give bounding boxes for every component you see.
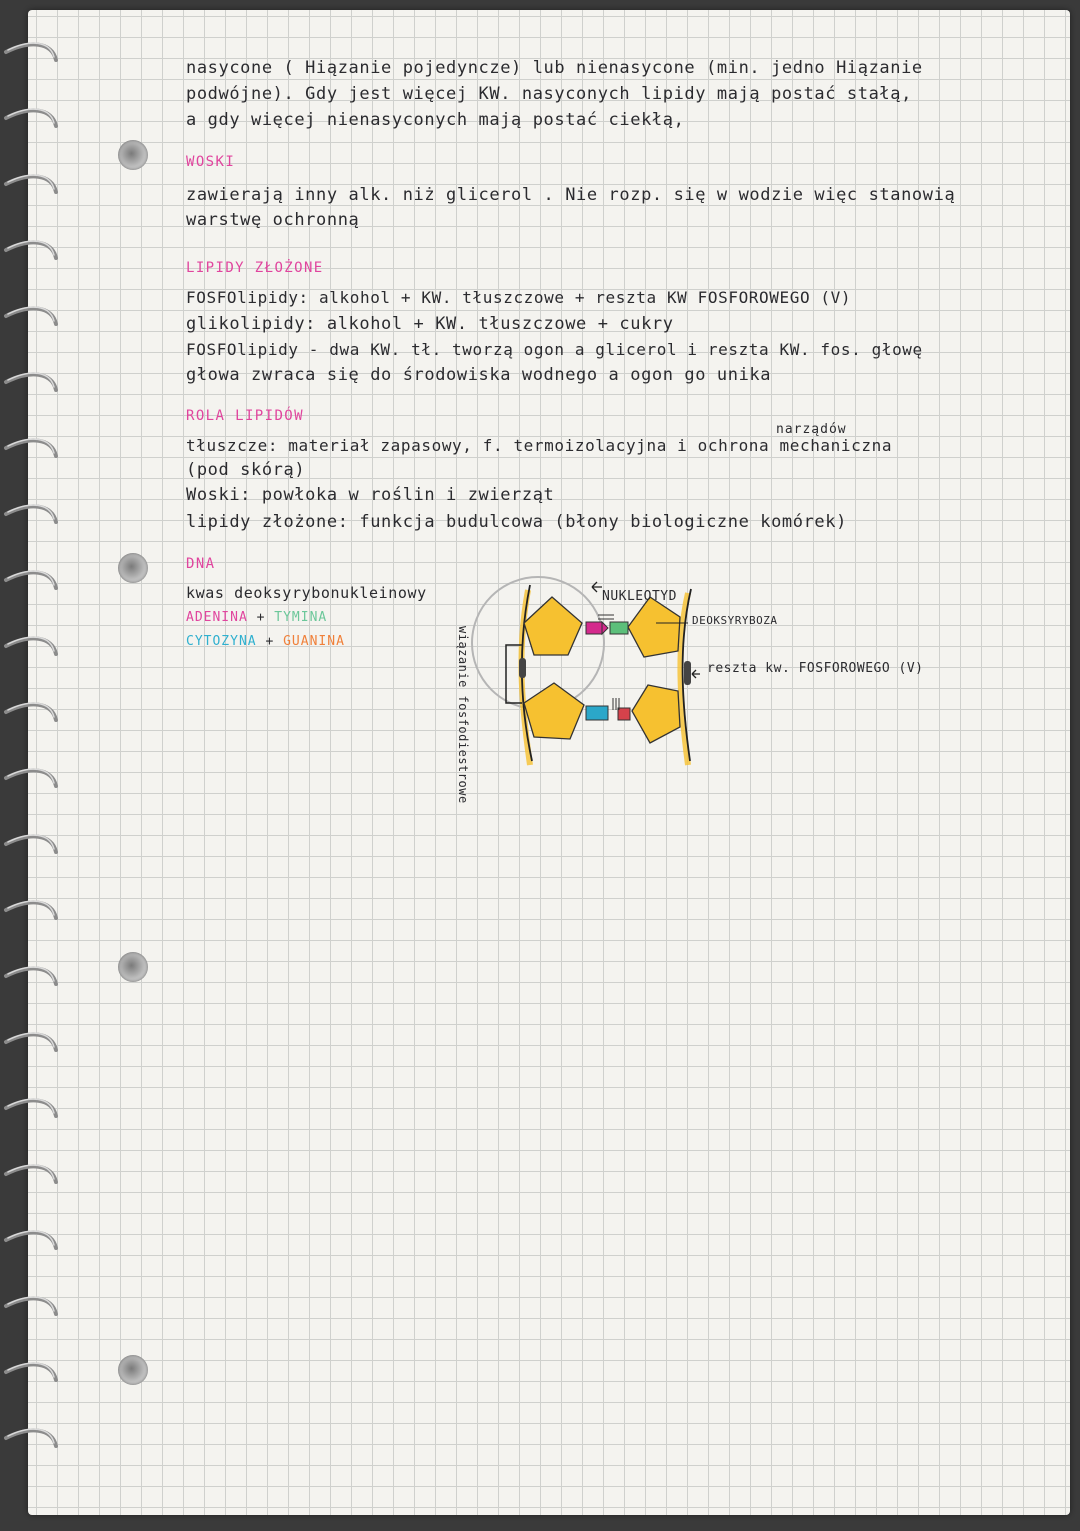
- text-line: warstwę ochronną: [186, 210, 360, 230]
- thymine-base: [610, 622, 628, 634]
- deoxyribose-pentagon: [628, 597, 680, 657]
- spiral-rings: [0, 0, 70, 1527]
- punch-hole: [118, 952, 148, 982]
- text-line: zawierają inny alk. niż glicerol . Nie rozp. się w wodzie więc stanowią: [186, 185, 956, 205]
- dna-diagram: [470, 565, 940, 800]
- text-line: (pod skórą): [186, 460, 306, 480]
- phosphate-group: [519, 658, 526, 678]
- plus-sign: +: [265, 634, 275, 649]
- text-line: podwójne). Gdy jest więcej KW. nasyconych lipidy mają postać stałą,: [186, 84, 912, 104]
- punch-hole: [118, 553, 148, 583]
- arrow-icon: [692, 670, 700, 678]
- cytosine-base: [586, 706, 608, 720]
- heading-lipidy-zlozone: LIPIDY ZŁOŻONE: [186, 260, 324, 276]
- text-line: głowa zwraca się do środowiska wodnego a ogon go unika: [186, 365, 772, 385]
- adenina-label: ADENINA: [186, 610, 248, 625]
- heading-dna: DNA: [186, 556, 216, 572]
- guanine-base: [618, 708, 630, 720]
- text-line: Woski: powłoka w roślin i zwierząt: [186, 485, 555, 505]
- annotation-narzadow: narządów: [776, 422, 847, 437]
- label-reszta-kw-fosforowego: reszta kw. FOSFOROWEGO (V): [707, 661, 924, 676]
- text-line: glikolipidy: alkohol + KW. tłuszczowe + cukry: [186, 314, 674, 334]
- cytozyna-label: CYTOZYNA: [186, 634, 257, 649]
- text-line: nasycone ( Hiązanie pojedyncze) lub nienasycone (min. jedno Hiązanie: [186, 58, 923, 78]
- text-line: a gdy więcej nienasyconych mają postać ciekłą,: [186, 110, 685, 130]
- label-deoksyryboza: DEOKSYRYBOZA: [692, 614, 778, 627]
- text-line: tłuszcze: materiał zapasowy, f. termoizolacyjna i ochrona mechaniczna: [186, 436, 893, 455]
- tymina-label: TYMINA: [274, 610, 328, 625]
- phosphate-group: [684, 661, 691, 685]
- base-pair-1: [186, 610, 327, 625]
- plus-sign: +: [256, 610, 266, 625]
- label-nukleotyd: NUKLEOTYD: [602, 589, 677, 604]
- guanina-label: GUANINA: [283, 634, 345, 649]
- spiral-binding: [0, 0, 70, 1527]
- heading-woski: WOSKI: [186, 154, 236, 170]
- adenine-base-notch: [602, 622, 608, 634]
- punch-hole: [118, 140, 148, 170]
- deoxyribose-pentagon: [632, 685, 680, 743]
- adenine-base: [586, 622, 602, 634]
- heading-rola-lipidow: ROLA LIPIDÓW: [186, 408, 304, 424]
- deoxyribose-pentagon: [524, 597, 582, 655]
- deoxyribose-pentagon: [524, 683, 584, 739]
- label-wiazanie-fosfodiestrowe: wiązanie fosfodiestrowe: [456, 626, 470, 804]
- arrow-icon: [592, 582, 602, 592]
- text-line: FOSFOlipidy: alkohol + KW. tłuszczowe + reszta KW FOSFOROWEGO (V): [186, 288, 852, 307]
- base-pair-2: [186, 634, 345, 649]
- text-line: kwas deoksyrybonukleinowy: [186, 584, 427, 602]
- text-line: lipidy złożone: funkcja budulcowa (błony biologiczne komórek): [186, 512, 847, 532]
- punch-hole: [118, 1355, 148, 1385]
- text-line: FOSFOlipidy - dwa KW. tł. tworzą ogon a glicerol i reszta KW. fos. głowę: [186, 340, 923, 359]
